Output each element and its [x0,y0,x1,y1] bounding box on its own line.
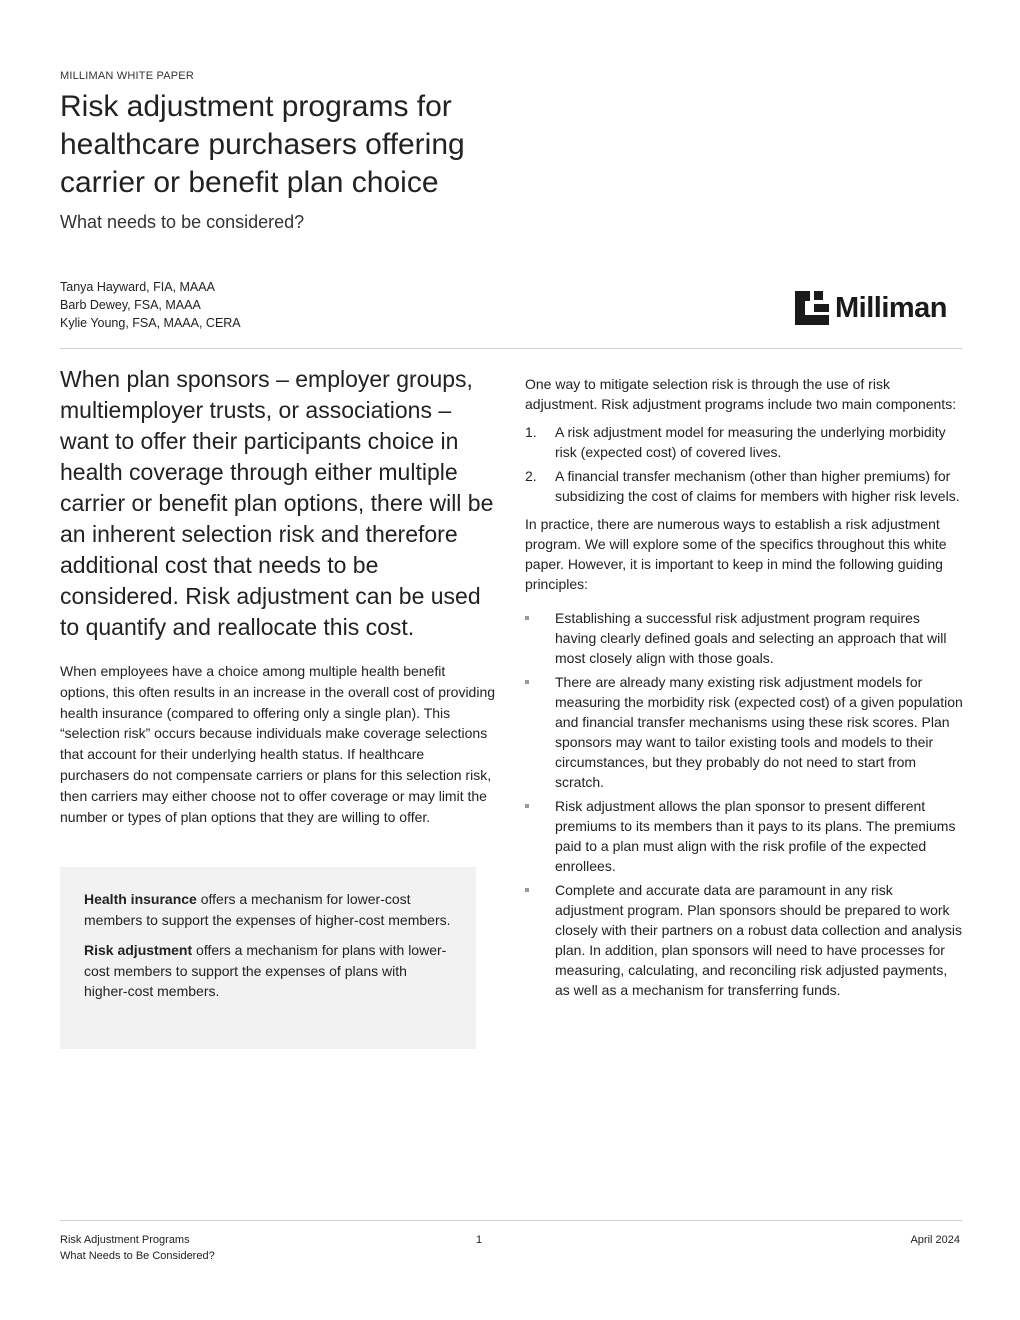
lead-paragraph: When plan sponsors – employer groups, multiemployer trusts, or associations – want to offer their participants choice in health coverage through either multiple carrier or benefit plan options, there will be an inherent selection risk and therefore additional cost that needs to be considered. Risk adjustment can be used to quantify and reallocate this cost. [60,366,494,640]
list-item-text: There are already many existing risk adjustment models for measuring the morbidity risk (expected cost) of a given population and financial transfer mechanisms using these risk scores. Plan sponsors may want to tailor existing tools and models to their circumstances, but they probably do not need to start from scratch. [555,674,963,790]
footer-date: April 2024 [910,1234,960,1246]
author-name: Barb Dewey, FSA, MAAA [60,298,201,312]
callout-definition: offers a mechanism for lower-cost members to support the expenses of higher-cost members. [84,891,451,928]
definition-callout [60,867,476,1049]
list-item [525,796,965,876]
list-item-text: Risk adjustment allows the plan sponsor to present different premiums to its members than it pays to its plans. The premiums paid to a plan must align with the risk profile of the expected enrollees. [555,798,956,874]
footer-doc-title [60,1232,215,1264]
author-name: Tanya Hayward, FIA, MAAA [60,280,215,294]
list-number: 1. [525,424,537,440]
intro-paragraph: When employees have a choice among multiple health benefit options, this often results in an increase in the overall cost of providing health insurance (compared to offering only a single plan). This “selection risk” occurs because individuals make coverage selections that account for their underlying health status. If healthcare purchasers do not compensate carriers or plans for this selection risk, then carriers may either choose not to offer coverage or may limit the number or types of plan options that they are willing to offer. [60,663,496,825]
document-title: Risk adjustment programs for healthcare purchasers offering carrier or benefit plan choice [60,90,465,199]
list-item [525,880,965,1000]
list-item [525,608,965,668]
author-list [60,278,241,332]
list-item-text: A risk adjustment model for measuring the underlying morbidity risk (expected cost) of covered lives. [555,424,946,460]
square-bullet-icon [525,680,529,684]
callout-risk-adjustment [84,940,452,1002]
author-name: Kylie Young, FSA, MAAA, CERA [60,316,241,330]
page-number: 1 [476,1234,483,1246]
callout-definition: offers a mechanism for plans with lower-cost members to support the expenses of plans with higher-cost members. [84,942,447,1000]
milliman-logo-icon [795,291,829,325]
document-kicker: MILLIMAN WHITE PAPER [60,70,194,82]
guiding-principles-list [525,608,965,1000]
list-item [525,466,965,506]
footer-divider [60,1220,962,1221]
footer-title-line: What Needs to Be Considered? [60,1250,215,1262]
list-item-text: Establishing a successful risk adjustment program requires having clearly defined goals and selecting an approach that will most closely align with those goals. [555,610,947,666]
components-list [525,422,965,506]
square-bullet-icon [525,616,529,620]
list-item [525,422,965,462]
list-item [525,672,965,792]
square-bullet-icon [525,804,529,808]
logo-wordmark: Milliman [835,292,948,324]
callout-term: Risk adjustment [84,942,193,959]
list-item-text: Complete and accurate data are paramount in any risk adjustment program. Plan sponsors should be prepared to work closely with their partners on a robust data collection and analysis plan. In addition, plan sponsors will need to have processes for measuring, calculating, and reconciling risk adjusted payments, as well as a mechanism for transferring funds. [555,882,962,998]
callout-health-insurance [84,889,452,930]
list-item-text: A financial transfer mechanism (other than higher premiums) for subsidizing the cost of claims for members with higher risk levels. [555,468,960,504]
header-divider [60,348,962,349]
practice-paragraph: In practice, there are numerous ways to establish a risk adjustment program. We will explore some of the specifics throughout this white paper. However, it is important to keep in mind the following guiding principles: [525,516,947,592]
left-column [60,364,496,827]
square-bullet-icon [525,888,529,892]
milliman-logo [795,291,947,325]
document-subtitle: What needs to be considered? [60,212,305,232]
right-column [525,374,965,1008]
callout-term: Health insurance [84,891,197,907]
list-number: 2. [525,468,537,484]
footer-title-line: Risk Adjustment Programs [60,1234,190,1246]
risk-adjustment-intro: One way to mitigate selection risk is through the use of risk adjustment. Risk adjustment programs include two main components: [525,376,957,412]
